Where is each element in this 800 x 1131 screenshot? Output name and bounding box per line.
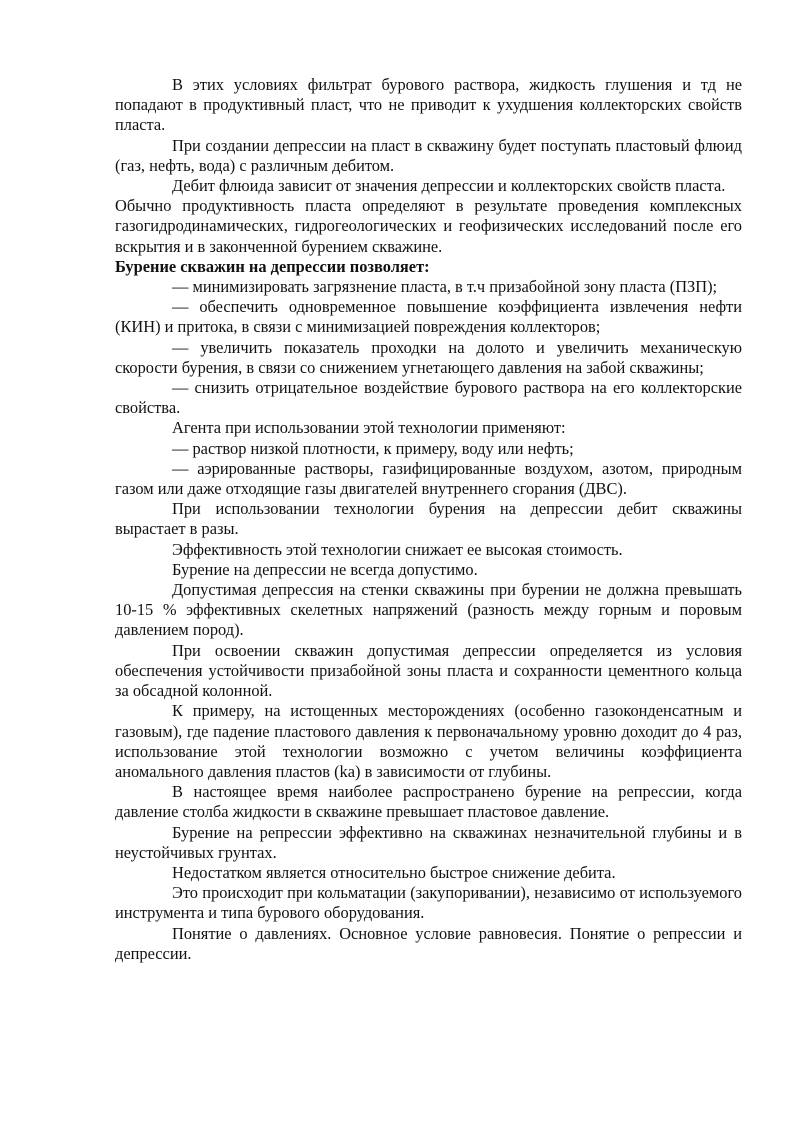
paragraph-cost: Эффективность этой технологии снижает ее высокая стоимость.: [172, 539, 623, 559]
document-page: [115, 75, 742, 964]
section-heading: Бурение скважин на депрессии позволяет:: [115, 256, 430, 276]
paragraph-depression-inflow: При создании депрессии на пласт в скважину будет поступать пластовый флюид (газ, нефть, вода) с различным дебитом.: [115, 135, 742, 175]
list-item-kin: — обеспечить одновременное повышение коэффициента извлечения нефти (КИН) и притока, в связи с минимизацией повреждения коллекторов;: [115, 297, 742, 337]
paragraph-repression-effective: Бурение на репрессии эффективно на скважинах незначительной глубины и в неустойчивых грунтах.: [115, 822, 742, 862]
paragraph-not-always: Бурение на депрессии не всегда допустимо.: [172, 559, 478, 579]
list-item-aerated: — аэрированные растворы, газифицированные воздухом, азотом, природным газом или даже отходящие газы двигателей внутреннего сгорания (ДВС).: [115, 458, 742, 499]
paragraph-productivity: Обычно продуктивность пласта определяют в результате проведения комплексных газогидродинамических, гидрогеологических и геофизических исследований после его вскрытия и в законченной бурением скважине.: [115, 196, 742, 256]
paragraph-allowed-depression: Допустимая депрессия на стенки скважины при бурении не должна превышать 10-15 % эффективных скелетных напряжений (разность между горным и поровым давлением пород).: [115, 580, 742, 640]
list-item-low-density: — раствор низкой плотности, к примеру, воду или нефть;: [172, 438, 574, 458]
paragraph-fluid-debit: Дебит флюида зависит от значения депрессии и коллекторских свойств пласта.: [172, 176, 726, 196]
list-item-minimize-pollution: — минимизировать загрязнение пласта, в т.ч призабойной зону пласта (ПЗП);: [172, 277, 718, 297]
paragraph-drawback: Недостатком является относительно быстрое снижение дебита.: [172, 862, 616, 882]
paragraph-repression-common: В настоящее время наиболее распространено бурение на репрессии, когда давление столба жидкости в скважине превышает пластовое давление.: [115, 782, 742, 822]
paragraph-filtrate: В этих условиях фильтрат бурового раствора, жидкость глушения и тд не попадают в продуктивный пласт, что не приводит к ухудшения коллекторских свойств пласта.: [115, 75, 742, 135]
paragraph-debit-grows: При использовании технологии бурения на депрессии дебит скважины вырастает в разы.: [115, 499, 742, 539]
paragraph-well-development: При освоении скважин допустимая депрессии определяется из условия обеспечения устойчивости призабойной зоны пласта и сохранности цементного кольца за обсадной колонной.: [115, 640, 742, 701]
list-item-negative-impact: — снизить отрицательное воздействие бурового раствора на его коллекторские свойства.: [115, 378, 742, 418]
paragraph-colmatation: Это происходит при кольматации (закупоривании), независимо от используемого инструмента и типа бурового оборудования.: [115, 883, 742, 923]
paragraph-agents: Агента при использовании этой технологии применяют:: [172, 418, 566, 438]
list-item-drilling-speed: — увеличить показатель проходки на долото и увеличить механическую скорости бурения, в связи со снижением угнетающего давления на забой скважины;: [115, 337, 742, 377]
paragraph-depleted-fields: К примеру, на истощенных месторождениях (особенно газоконденсатным и газовым), где падение пластового давления к первоначальному уровню доходит до 4 раз, использование этой технологии возможно с учетом величины коэффициента аномального давления пластов (ka) в зависимости от глубины.: [115, 701, 742, 781]
paragraph-pressure-concepts: Понятие о давлениях. Основное условие равновесия. Понятие о репрессии и депрессии.: [115, 923, 742, 963]
